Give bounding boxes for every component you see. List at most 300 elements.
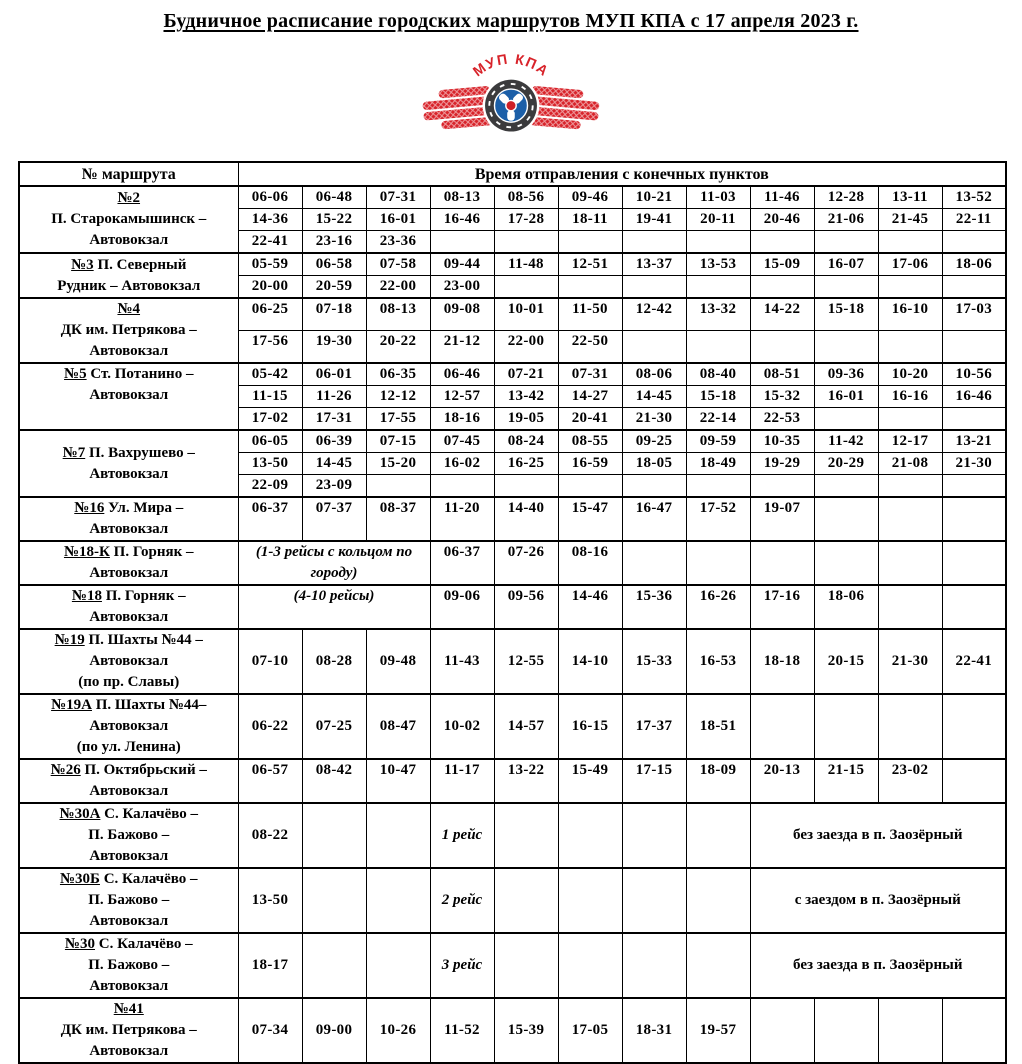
time-cell: 13-21 <box>942 430 1006 453</box>
route-row <box>19 759 1006 803</box>
empty-cell <box>622 868 686 933</box>
empty-cell <box>366 933 430 998</box>
time-cell: 08-55 <box>558 430 622 453</box>
time-cell: 16-07 <box>814 253 878 276</box>
time-cell: 08-22 <box>238 803 302 868</box>
empty-cell <box>686 803 750 868</box>
empty-cell <box>878 475 942 498</box>
time-cell: 17-03 <box>942 298 1006 331</box>
empty-cell <box>622 331 686 364</box>
time-cell: 09-46 <box>558 186 622 209</box>
empty-cell <box>942 998 1006 1063</box>
time-cell: 11-03 <box>686 186 750 209</box>
time-cell: 15-32 <box>750 386 814 408</box>
time-cell: 09-06 <box>430 585 494 629</box>
time-cell: 14-36 <box>238 209 302 231</box>
empty-cell <box>686 276 750 299</box>
time-cell: 14-46 <box>558 585 622 629</box>
time-cell: 19-57 <box>686 998 750 1063</box>
time-cell: 21-30 <box>622 408 686 431</box>
route-row <box>19 253 1006 276</box>
time-cell: 16-01 <box>366 209 430 231</box>
time-cell: 19-30 <box>302 331 366 364</box>
time-cell: 09-48 <box>366 629 430 694</box>
time-cell: 15-22 <box>302 209 366 231</box>
time-cell: 17-52 <box>686 497 750 541</box>
time-cell: 17-28 <box>494 209 558 231</box>
route-row <box>19 694 1006 759</box>
route-name-cell: №30 С. Калачёво – П. Бажово – Автовокзал <box>19 933 238 998</box>
time-cell: 18-18 <box>750 629 814 694</box>
empty-cell <box>814 541 878 585</box>
steering-wheel-icon <box>483 77 540 134</box>
time-cell: 21-30 <box>942 453 1006 475</box>
time-cell: 16-59 <box>558 453 622 475</box>
time-cell: 13-37 <box>622 253 686 276</box>
time-cell: 14-57 <box>494 694 558 759</box>
route-column-header: № маршрута <box>19 162 238 186</box>
empty-cell <box>942 276 1006 299</box>
empty-cell <box>494 276 558 299</box>
route-row <box>19 298 1006 331</box>
time-cell: 10-26 <box>366 998 430 1063</box>
empty-cell <box>814 475 878 498</box>
time-cell: 11-46 <box>750 186 814 209</box>
time-cell: 23-16 <box>302 231 366 254</box>
empty-cell <box>622 475 686 498</box>
time-cell: 10-20 <box>878 363 942 386</box>
time-cell: 06-37 <box>238 497 302 541</box>
time-cell: 06-39 <box>302 430 366 453</box>
time-cell: 05-59 <box>238 253 302 276</box>
time-cell: 07-31 <box>558 363 622 386</box>
empty-cell <box>558 231 622 254</box>
time-cell: 15-47 <box>558 497 622 541</box>
empty-cell <box>366 803 430 868</box>
time-cell: 16-01 <box>814 386 878 408</box>
empty-cell <box>878 541 942 585</box>
time-cell: 15-20 <box>366 453 430 475</box>
route-row <box>19 186 1006 209</box>
empty-cell <box>878 408 942 431</box>
empty-cell <box>814 331 878 364</box>
empty-cell <box>494 868 558 933</box>
empty-cell <box>750 541 814 585</box>
route-name-cell: №41 ДК им. Петрякова – Автовокзал <box>19 998 238 1063</box>
route-name-cell: №18 П. Горняк – Автовокзал <box>19 585 238 629</box>
time-cell: 16-02 <box>430 453 494 475</box>
time-cell: 06-06 <box>238 186 302 209</box>
time-cell: 11-50 <box>558 298 622 331</box>
time-cell: 17-16 <box>750 585 814 629</box>
note-cell: (1-3 рейсы с кольцом по городу) <box>238 541 430 585</box>
time-cell: 10-47 <box>366 759 430 803</box>
time-cell: 14-45 <box>622 386 686 408</box>
time-cell: 22-41 <box>238 231 302 254</box>
time-cell: 13-53 <box>686 253 750 276</box>
empty-cell <box>750 331 814 364</box>
time-cell: 22-50 <box>558 331 622 364</box>
time-cell: 12-28 <box>814 186 878 209</box>
route-number: №30А <box>59 806 101 822</box>
route-number: №4 <box>117 301 141 317</box>
time-cell: 16-16 <box>878 386 942 408</box>
time-cell: 19-29 <box>750 453 814 475</box>
time-cell: 15-09 <box>750 253 814 276</box>
empty-cell <box>814 694 878 759</box>
time-cell: 10-21 <box>622 186 686 209</box>
empty-cell <box>558 475 622 498</box>
time-cell: 06-57 <box>238 759 302 803</box>
empty-cell <box>878 998 942 1063</box>
empty-cell <box>814 408 878 431</box>
time-cell: 16-10 <box>878 298 942 331</box>
time-cell: 12-12 <box>366 386 430 408</box>
empty-cell <box>302 868 366 933</box>
empty-cell <box>558 868 622 933</box>
time-cell: 07-34 <box>238 998 302 1063</box>
empty-cell <box>750 276 814 299</box>
time-cell: 07-18 <box>302 298 366 331</box>
route-row <box>19 998 1006 1063</box>
time-cell: 11-15 <box>238 386 302 408</box>
time-cell: 18-31 <box>622 998 686 1063</box>
time-cell: 07-15 <box>366 430 430 453</box>
time-cell: 06-22 <box>238 694 302 759</box>
time-cell: 12-42 <box>622 298 686 331</box>
empty-cell <box>558 276 622 299</box>
time-cell: 18-51 <box>686 694 750 759</box>
time-cell: 20-11 <box>686 209 750 231</box>
company-logo <box>0 49 1022 149</box>
empty-cell <box>622 541 686 585</box>
time-cell: 15-18 <box>814 298 878 331</box>
time-cell: 07-26 <box>494 541 558 585</box>
empty-cell <box>942 231 1006 254</box>
route-row <box>19 585 1006 629</box>
route-number: №19 <box>54 632 85 648</box>
route-name-cell: №16 Ул. Мира – Автовокзал <box>19 497 238 541</box>
time-cell: 08-24 <box>494 430 558 453</box>
time-cell: 23-00 <box>430 276 494 299</box>
time-cell: 16-53 <box>686 629 750 694</box>
time-cell: 08-42 <box>302 759 366 803</box>
time-cell: 15-39 <box>494 998 558 1063</box>
route-number: №18-К <box>63 544 110 560</box>
time-cell: 21-15 <box>814 759 878 803</box>
time-cell: 07-58 <box>366 253 430 276</box>
time-cell: 14-22 <box>750 298 814 331</box>
time-cell: 06-37 <box>430 541 494 585</box>
time-cell: 11-26 <box>302 386 366 408</box>
time-cell: 18-06 <box>942 253 1006 276</box>
time-cell: 09-36 <box>814 363 878 386</box>
time-cell: 13-50 <box>238 453 302 475</box>
time-cell: 13-11 <box>878 186 942 209</box>
note-cell: без заезда в п. Заозёрный <box>750 803 1006 868</box>
time-cell: 15-18 <box>686 386 750 408</box>
time-cell: 07-25 <box>302 694 366 759</box>
empty-cell <box>878 331 942 364</box>
time-cell: 17-55 <box>366 408 430 431</box>
route-row <box>19 803 1006 868</box>
time-cell: 08-40 <box>686 363 750 386</box>
time-cell: 09-08 <box>430 298 494 331</box>
empty-cell <box>814 998 878 1063</box>
time-cell: 06-35 <box>366 363 430 386</box>
time-cell: 08-13 <box>430 186 494 209</box>
time-cell: 09-56 <box>494 585 558 629</box>
time-cell: 16-26 <box>686 585 750 629</box>
time-cell: 22-00 <box>366 276 430 299</box>
time-cell: 13-32 <box>686 298 750 331</box>
empty-cell <box>494 475 558 498</box>
time-cell: 08-51 <box>750 363 814 386</box>
time-cell: 10-56 <box>942 363 1006 386</box>
time-cell: 10-35 <box>750 430 814 453</box>
time-cell: 13-22 <box>494 759 558 803</box>
route-name-cell: №5 Ст. Потанино – Автовокзал <box>19 363 238 430</box>
time-cell: 16-25 <box>494 453 558 475</box>
empty-cell <box>942 475 1006 498</box>
empty-cell <box>942 331 1006 364</box>
header-row <box>19 162 1006 186</box>
empty-cell <box>622 276 686 299</box>
time-cell: 19-05 <box>494 408 558 431</box>
route-name-cell: №30Б С. Калачёво – П. Бажово – Автовокзал <box>19 868 238 933</box>
empty-cell <box>494 231 558 254</box>
time-cell: 11-17 <box>430 759 494 803</box>
empty-cell <box>558 803 622 868</box>
time-cell: 06-25 <box>238 298 302 331</box>
empty-cell <box>494 803 558 868</box>
time-cell: 18-09 <box>686 759 750 803</box>
empty-cell <box>750 694 814 759</box>
time-cell: 11-43 <box>430 629 494 694</box>
time-cell: 17-06 <box>878 253 942 276</box>
time-cell: 17-15 <box>622 759 686 803</box>
time-cell: 15-49 <box>558 759 622 803</box>
time-cell: 14-27 <box>558 386 622 408</box>
time-cell: 17-05 <box>558 998 622 1063</box>
route-name-cell: №18-К П. Горняк – Автовокзал <box>19 541 238 585</box>
time-cell: 08-56 <box>494 186 558 209</box>
time-cell: 06-05 <box>238 430 302 453</box>
time-cell: 16-15 <box>558 694 622 759</box>
route-row <box>19 497 1006 541</box>
time-cell: 13-42 <box>494 386 558 408</box>
time-cell: 07-31 <box>366 186 430 209</box>
time-cell: 06-01 <box>302 363 366 386</box>
route-number: №18 <box>71 588 102 604</box>
empty-cell <box>558 933 622 998</box>
empty-cell <box>302 933 366 998</box>
route-name-cell: №3 П. Северный Рудник – Автовокзал <box>19 253 238 298</box>
time-cell: 21-12 <box>430 331 494 364</box>
time-cell: 08-13 <box>366 298 430 331</box>
time-cell: 16-46 <box>430 209 494 231</box>
empty-cell <box>686 868 750 933</box>
time-cell: 09-44 <box>430 253 494 276</box>
time-cell: 18-06 <box>814 585 878 629</box>
time-cell: 16-47 <box>622 497 686 541</box>
empty-cell <box>750 998 814 1063</box>
empty-cell <box>622 231 686 254</box>
empty-cell <box>878 231 942 254</box>
route-row <box>19 868 1006 933</box>
time-cell: 21-08 <box>878 453 942 475</box>
time-cell: 22-53 <box>750 408 814 431</box>
empty-cell <box>302 803 366 868</box>
route-number: №2 <box>117 190 141 206</box>
time-cell: 06-48 <box>302 186 366 209</box>
route-name-cell: №4 ДК им. Петрякова – Автовокзал <box>19 298 238 363</box>
time-cell: 22-14 <box>686 408 750 431</box>
route-number: №41 <box>113 1001 144 1017</box>
route-number: №26 <box>50 762 81 778</box>
time-cell: 06-58 <box>302 253 366 276</box>
time-cell: 11-42 <box>814 430 878 453</box>
time-cell: 20-46 <box>750 209 814 231</box>
time-cell: 14-45 <box>302 453 366 475</box>
route-name-cell: №30А С. Калачёво – П. Бажово – Автовокзал <box>19 803 238 868</box>
time-cell: 08-06 <box>622 363 686 386</box>
note-cell: 3 рейс <box>430 933 494 998</box>
time-cell: 12-51 <box>558 253 622 276</box>
route-number: №30Б <box>59 871 100 887</box>
time-cell: 23-09 <box>302 475 366 498</box>
logo-text: МУП КПА <box>469 50 553 80</box>
time-cell: 14-40 <box>494 497 558 541</box>
time-cell: 20-41 <box>558 408 622 431</box>
route-number: №3 <box>71 256 94 273</box>
time-cell: 20-59 <box>302 276 366 299</box>
note-cell: без заезда в п. Заозёрный <box>750 933 1006 998</box>
time-cell: 20-29 <box>814 453 878 475</box>
empty-cell <box>878 694 942 759</box>
empty-cell <box>750 231 814 254</box>
time-cell: 20-22 <box>366 331 430 364</box>
time-cell: 18-17 <box>238 933 302 998</box>
route-number: №30 <box>64 936 95 952</box>
time-cell: 22-00 <box>494 331 558 364</box>
route-row <box>19 363 1006 386</box>
route-number: №5 <box>64 366 87 382</box>
empty-cell <box>814 231 878 254</box>
page-title: Будничное расписание городских маршрутов МУП КПА с 17 апреля 2023 г. <box>163 10 859 32</box>
time-cell: 08-47 <box>366 694 430 759</box>
empty-cell <box>686 331 750 364</box>
time-cell: 06-46 <box>430 363 494 386</box>
time-cell: 20-13 <box>750 759 814 803</box>
route-name-cell: №19 П. Шахты №44 – Автовокзал (по пр. Славы) <box>19 629 238 694</box>
time-cell: 12-55 <box>494 629 558 694</box>
time-cell: 07-37 <box>302 497 366 541</box>
time-cell: 07-45 <box>430 430 494 453</box>
route-name-cell: №19А П. Шахты №44– Автовокзал (по ул. Ленина) <box>19 694 238 759</box>
route-number: №16 <box>74 500 105 516</box>
route-name-cell: №2 П. Старокамышинск – Автовокзал <box>19 186 238 253</box>
route-row <box>19 933 1006 998</box>
time-cell: 18-05 <box>622 453 686 475</box>
time-cell: 09-00 <box>302 998 366 1063</box>
note-cell: 2 рейс <box>430 868 494 933</box>
time-cell: 19-07 <box>750 497 814 541</box>
time-cell: 07-10 <box>238 629 302 694</box>
empty-cell <box>622 803 686 868</box>
empty-cell <box>814 497 878 541</box>
time-cell: 22-11 <box>942 209 1006 231</box>
time-cell: 13-50 <box>238 868 302 933</box>
time-cell: 18-16 <box>430 408 494 431</box>
times-column-header: Время отправления с конечных пунктов <box>238 162 1006 186</box>
time-cell: 10-02 <box>430 694 494 759</box>
empty-cell <box>814 276 878 299</box>
time-cell: 21-45 <box>878 209 942 231</box>
time-cell: 11-52 <box>430 998 494 1063</box>
route-number: №19А <box>51 697 92 713</box>
time-cell: 15-33 <box>622 629 686 694</box>
route-name-cell: №26 П. Октябрьский – Автовокзал <box>19 759 238 803</box>
time-cell: 18-49 <box>686 453 750 475</box>
route-number: №7 <box>62 444 86 461</box>
time-cell: 17-02 <box>238 408 302 431</box>
route-name-cell: №7 П. Вахрушево – Автовокзал <box>19 430 238 497</box>
empty-cell <box>494 933 558 998</box>
note-cell: с заездом в п. Заозёрный <box>750 868 1006 933</box>
empty-cell <box>686 231 750 254</box>
empty-cell <box>366 868 430 933</box>
time-cell: 10-01 <box>494 298 558 331</box>
route-row <box>19 430 1006 453</box>
empty-cell <box>430 231 494 254</box>
time-cell: 17-56 <box>238 331 302 364</box>
time-cell: 16-46 <box>942 386 1006 408</box>
time-cell: 09-59 <box>686 430 750 453</box>
time-cell: 17-31 <box>302 408 366 431</box>
empty-cell <box>878 585 942 629</box>
time-cell: 17-37 <box>622 694 686 759</box>
time-cell: 12-17 <box>878 430 942 453</box>
time-cell: 13-52 <box>942 186 1006 209</box>
empty-cell <box>878 497 942 541</box>
route-row <box>19 629 1006 694</box>
empty-cell <box>942 541 1006 585</box>
empty-cell <box>430 475 494 498</box>
time-cell: 12-57 <box>430 386 494 408</box>
time-cell: 20-00 <box>238 276 302 299</box>
empty-cell <box>942 585 1006 629</box>
time-cell: 21-06 <box>814 209 878 231</box>
time-cell: 11-20 <box>430 497 494 541</box>
time-cell: 08-28 <box>302 629 366 694</box>
empty-cell <box>942 408 1006 431</box>
time-cell: 08-37 <box>366 497 430 541</box>
empty-cell <box>942 497 1006 541</box>
empty-cell <box>622 933 686 998</box>
time-cell: 18-11 <box>558 209 622 231</box>
time-cell: 08-16 <box>558 541 622 585</box>
empty-cell <box>686 475 750 498</box>
time-cell: 20-15 <box>814 629 878 694</box>
time-cell: 07-21 <box>494 363 558 386</box>
note-cell: (4-10 рейсы) <box>238 585 430 629</box>
time-cell: 14-10 <box>558 629 622 694</box>
time-cell: 22-41 <box>942 629 1006 694</box>
empty-cell <box>878 276 942 299</box>
time-cell: 09-25 <box>622 430 686 453</box>
time-cell: 23-02 <box>878 759 942 803</box>
